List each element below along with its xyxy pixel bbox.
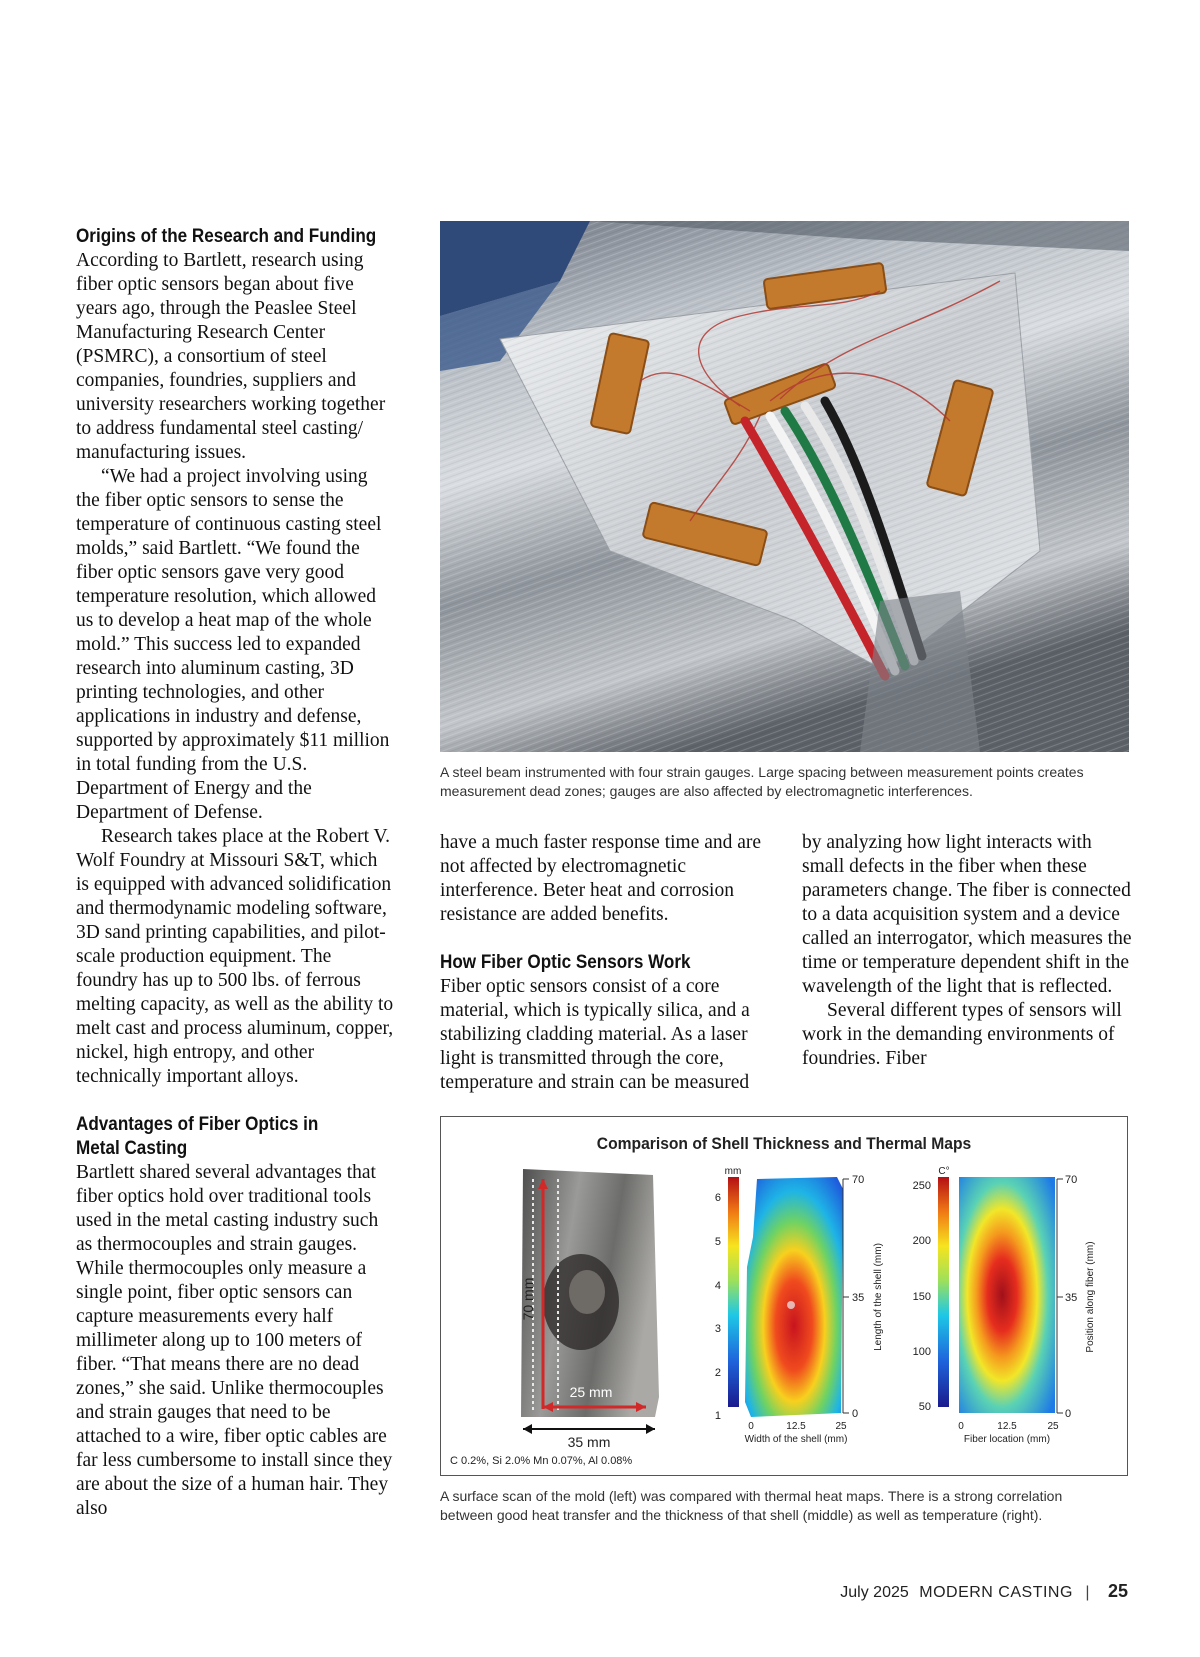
map1-y-0: 0: [852, 1408, 859, 1420]
page-number: 25: [1107, 1581, 1128, 1601]
map2-ylabel: Position along fiber (mm): [1085, 1241, 1096, 1353]
section-heading-advantages: Advantages of Fiber Optics in: [76, 1114, 319, 1135]
map2-scale-150: 150: [912, 1291, 931, 1303]
paragraph: According to Bartlett, research using fiber optic sensors began about five years ago, through the Peaslee Steel Manufacturing Research Center (PSMRC), a consortium of steel companies, foundries, suppliers and university researchers working together to address fundamental steel casting/ manufacturing issues.: [76, 250, 386, 463]
map1-scale-5: 5: [714, 1236, 721, 1248]
map2-scale-250: 250: [912, 1180, 931, 1192]
map2-heatmap: [959, 1177, 1055, 1413]
map1-y-70: 70: [852, 1174, 865, 1186]
paragraph: by analyzing how light interacts with small defects in the fiber when these parameters change. The fiber is connected to a data acquisition system and a device called an interrogator, which measures the time or temperature dependent shift in the wavelength of the light that is reflected.: [802, 832, 1132, 997]
paragraph: Bartlett shared several advantages that fiber optics hold over traditional tools used in the metal casting industry such as thermocouples and strain gauges. While thermocouples only measure a single point, fiber optic sensors can capture measurements every half millimeter along up to 100 meters of fiber. “That means there are no dead zones,” she said. Unlike thermocouples and strain gauges that need to be attached to a wire, fiber optic cables are far less cumbersome to install since they are about the size of a human hair. They also: [76, 1162, 393, 1519]
section-heading-origins: Origins of the Research and Funding: [76, 226, 377, 247]
map1-x-12.5: 12.5: [786, 1421, 806, 1432]
map1-unit: mm: [724, 1166, 742, 1177]
map1-xlabel: Width of the shell (mm): [744, 1434, 848, 1445]
section-heading-how-sensors-work: How Fiber Optic Sensors Work: [440, 952, 691, 973]
map1-scale-1: 1: [714, 1410, 721, 1422]
magazine-name: MODERN CASTING: [919, 1584, 1073, 1601]
map2-y-70: 70: [1065, 1174, 1078, 1186]
photo-caption: A steel beam instrumented with four strain gauges. Large spacing between measurement points creates measurement dead zones; gauges are also affected by electromagnetic interferences.: [440, 764, 1084, 799]
map2-y-0: 0: [1065, 1408, 1072, 1420]
paragraph: “We had a project involving using the fiber optic sensors to sense the temperature of continuous casting steel molds,” said Bartlett. “We found the fiber optic sensors gave very good temperature resolution, which allowed us to develop a heat map of the whole mold.” This success led to expanded research into aluminum casting, 3D printing technologies, and other applications in industry and defense, supported by approximately $11 million in total funding from the U.S. Department of Energy and the Department of Defense.: [76, 466, 390, 823]
thermal-map: [913, 1166, 1096, 1445]
map2-y-35: 35: [1065, 1292, 1078, 1304]
shell-thickness-map: [715, 1166, 884, 1445]
page-footer: [840, 1581, 1128, 1602]
right-column: [802, 831, 1132, 1071]
map1-colorbar: [728, 1177, 739, 1407]
footer-separator: |: [1085, 1584, 1090, 1601]
strain-gauge-photo: [440, 221, 1129, 752]
paragraph: Several different types of sensors will work in the demanding environments of foundries. Fiber: [802, 1000, 1122, 1069]
composition-label: C 0.2%, Si 2.0% Mn 0.07%, Al 0.08%: [450, 1455, 633, 1467]
paragraph: have a much faster response time and are not affected by electromagnetic interference. Beter heat and corrosion resistance are added benefits.: [440, 832, 762, 925]
section-heading-advantages-cont: Metal Casting: [76, 1138, 188, 1159]
map2-x-25: 25: [1047, 1421, 1059, 1432]
map1-heatmap: [745, 1177, 843, 1417]
map1-x-0: 0: [748, 1421, 754, 1432]
map2-scale-100: 100: [912, 1346, 931, 1358]
mold-scan-image: [521, 1169, 659, 1417]
map2-x-0: 0: [958, 1421, 964, 1432]
issue-date: July 2025: [840, 1584, 909, 1601]
map2-unit: C°: [938, 1166, 950, 1177]
dim-35mm-label: 35 mm: [567, 1434, 611, 1450]
paragraph: Research takes place at the Robert V. Wolf Foundry at Missouri S&T, which is equipped with advanced solidification and thermodynamic modeling software, 3D sand printing capabilities, and pilot-scale production equipment. The foundry has up to 500 lbs. of ferrous melting capacity, as well as the ability to melt cast and process aluminum, copper, nickel, high entropy, and other technically important alloys.: [76, 826, 394, 1087]
left-column: [76, 225, 394, 1521]
map1-scale-4: 4: [714, 1280, 721, 1292]
map2-x-12.5: 12.5: [997, 1421, 1017, 1432]
map1-scale-2: 2: [714, 1367, 721, 1379]
figure-caption: A surface scan of the mold (left) was compared with thermal heat maps. There is a strong correlation between good heat transfer and the thickness of that shell (middle) as well as temperature (right).: [440, 1488, 1063, 1523]
map2-colorbar: [938, 1177, 949, 1407]
figure-title: Comparison of Shell Thickness and Thermal Maps: [596, 1134, 972, 1154]
map1-scale-6: 6: [714, 1192, 721, 1204]
middle-column: [440, 831, 770, 1095]
paragraph: Fiber optic sensors consist of a core material, which is typically silica, and a stabilizing cladding material. As a laser light is transmitted through the core, temperature and strain can be measured: [440, 976, 750, 1093]
map2-xlabel: Fiber location (mm): [963, 1434, 1051, 1445]
map2-scale-200: 200: [912, 1235, 931, 1247]
map1-scale-3: 3: [714, 1323, 721, 1335]
dim-25mm-label: 25 mm: [569, 1384, 613, 1400]
map2-scale-labels: [913, 1180, 931, 1413]
map1-y-35: 35: [852, 1292, 865, 1304]
map1-x-25: 25: [835, 1421, 847, 1432]
map1-scale-labels: [715, 1192, 721, 1422]
map2-scale-50: 50: [918, 1401, 931, 1413]
map1-ylabel: Length of the shell (mm): [873, 1243, 884, 1351]
dim-70mm-label: 70 mm: [520, 1277, 536, 1321]
shell-thickness-thermal-map-figure: [440, 1116, 1128, 1476]
